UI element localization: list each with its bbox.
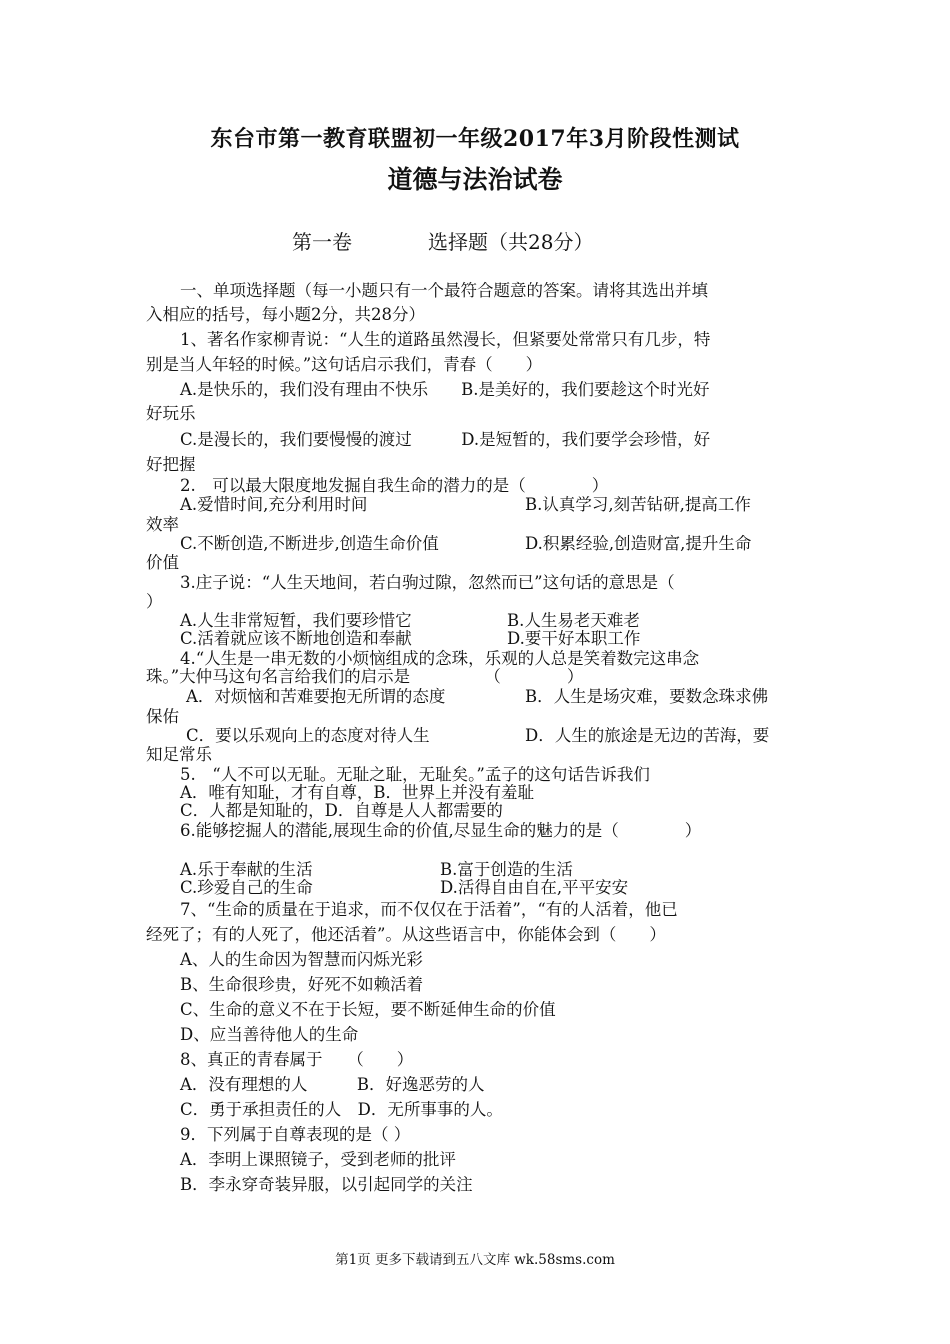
question-4-option-d-cont: 知足常乐 <box>146 745 212 764</box>
question-4-option-d: D．人生的旅途是无边的苦海，要 <box>525 726 770 745</box>
question-9-stem: 9．下列属于自尊表现的是（ ） <box>180 1125 411 1144</box>
question-7-option-b: B、生命很珍贵，好死不如赖活着 <box>180 975 424 994</box>
question-6-option-a: A.乐于奉献的生活 <box>180 860 313 879</box>
question-1-options-ab: A.是快乐的，我们没有理由不快乐 B.是美好的，我们要趁这个时光好 <box>180 380 710 399</box>
question-2-option-b-cont: 效率 <box>146 515 179 534</box>
question-7-option-d: D、应当善待他人的生命 <box>180 1025 359 1044</box>
question-7-option-c: C、生命的意义不在于长短，要不断延伸生命的价值 <box>180 1000 556 1019</box>
question-7-stem: 7、“生命的质量在于追求，而不仅仅在于活着”，“有的人活着，他已 <box>180 900 678 919</box>
question-5-options-cd: C．人都是知耻的，D．自尊是人人都需要的 <box>180 801 503 820</box>
question-2-stem: 2. 可以最大限度地发掘自我生命的潜力的是（ ） <box>180 476 609 495</box>
question-5-stem: 5. “人不可以无耻。无耻之耻，无耻矣。”孟子的这句话告诉我们 <box>180 765 650 784</box>
question-4-stem: 4.“人生是一串无数的小烦恼组成的念珠，乐观的人总是笑着数完这串念 <box>180 649 700 668</box>
question-6-option-d: D.活得自由自在,平平安安 <box>440 878 629 897</box>
question-9-option-b: B．李永穿奇装异服，以引起同学的关注 <box>180 1175 473 1194</box>
question-4-option-b: B．人生是场灾难，要数念珠求佛 <box>525 687 769 706</box>
question-3-option-d: D.要干好本职工作 <box>507 629 641 648</box>
question-6-option-c: C.珍爱自己的生命 <box>180 878 313 897</box>
exam-subject-title: 道德与法治试卷 <box>387 165 563 194</box>
question-4-option-a: A．对烦恼和苦难要抱无所谓的态度 <box>186 687 446 706</box>
question-1-options-cd: C.是漫长的，我们要慢慢的渡过 D.是短暂的，我们要学会珍惜，好 <box>180 430 711 449</box>
question-2-option-d-cont: 价值 <box>146 553 179 572</box>
question-2-option-d: D.积累经验,创造财富,提升生命 <box>525 534 752 553</box>
section-volume: 第一卷 <box>292 230 352 254</box>
question-1-options-ab-cont: 好玩乐 <box>146 404 196 423</box>
instructions-line-2: 入相应的括号，每小题2分，共28分） <box>146 305 425 324</box>
question-4-option-c: C．要以乐观向上的态度对待人生 <box>186 726 430 745</box>
question-3-stem-cont: ） <box>146 592 163 611</box>
question-2-option-c: C.不断创造,不断进步,创造生命价值 <box>180 534 439 553</box>
section-name: 选择题（共28分） <box>428 230 594 254</box>
page-footer: 第1页 更多下载请到五八文库 wk.58sms.com <box>335 1252 615 1268</box>
question-2-option-b: B.认真学习,刻苦钻研,提高工作 <box>525 495 751 514</box>
question-6-option-b: B.富于创造的生活 <box>440 860 573 879</box>
question-2-option-a: A.爱惜时间,充分利用时间 <box>180 495 368 514</box>
question-3-stem: 3.庄子说：“人生天地间，若白驹过隙，忽然而已”这句话的意思是（ <box>180 573 675 592</box>
question-1-stem-cont: 别是当人年轻的时候。”这句话启示我们，青春（ ） <box>146 355 543 374</box>
exam-header-title: 东台市第一教育联盟初一年级2017年3月阶段性测试 <box>210 126 740 152</box>
question-8-stem: 8、真正的青春属于 （ ） <box>180 1050 414 1069</box>
section-heading <box>292 226 593 255</box>
question-6-stem: 6.能够挖掘人的潜能,展现生命的价值,尽显生命的魅力的是（ ） <box>180 821 702 840</box>
question-3-option-a: A.人生非常短暂，我们要珍惜它 <box>180 611 412 630</box>
question-4-option-b-cont: 保佑 <box>146 707 179 726</box>
question-5-options-ab: A．唯有知耻，才有自尊，B．世界上并没有羞耻 <box>180 783 535 802</box>
question-9-option-a: A．李明上课照镜子，受到老师的批评 <box>180 1150 456 1169</box>
question-4-stem-cont: 珠。”大仲马这句名言给我们的启示是 （ ） <box>146 667 584 686</box>
question-8-options-cd: C．勇于承担责任的人 D．无所事事的人。 <box>180 1100 503 1119</box>
question-1-stem: 1、著名作家柳青说：“人生的道路虽然漫长，但紧要处常常只有几步，特 <box>180 330 711 349</box>
question-3-option-b: B.人生易老天难老 <box>507 611 640 630</box>
question-1-options-cd-cont: 好把握 <box>146 455 196 474</box>
question-8-options-ab: A．没有理想的人 B．好逸恶劳的人 <box>180 1075 485 1094</box>
question-7-stem-cont: 经死了；有的人死了，他还活着”。从这些语言中，你能体会到（ ） <box>146 925 666 944</box>
instructions-line-1: 一、单项选择题（每一小题只有一个最符合题意的答案。请将其选出并填 <box>180 281 708 300</box>
question-3-option-c: C.活着就应该不断地创造和奉献 <box>180 629 412 648</box>
question-7-option-a: A、人的生命因为智慧而闪烁光彩 <box>180 950 423 969</box>
